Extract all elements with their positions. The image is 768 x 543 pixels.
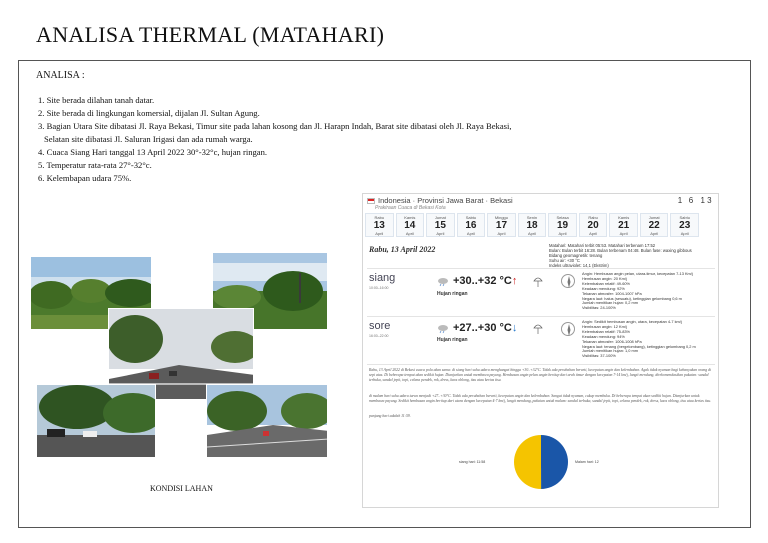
period-siang-temp: +30..+32 °C↑ (453, 275, 518, 287)
detail-line: Keadaan mendung: 94% (582, 333, 625, 339)
sun-moon-info (549, 243, 717, 268)
breadcrumb (367, 196, 513, 205)
day-tab[interactable]: Kamis 14 April (396, 213, 425, 237)
day-tab[interactable]: Sabtu 16 April (457, 213, 486, 237)
photo-caption: KONDISI LAHAN (150, 484, 213, 493)
day-tab[interactable]: Minggu 17 April (487, 213, 516, 237)
forecast-summary-night: di malam hari suhu udara turun menjadi +27..+30°C. Tidak ada perubahan berarti, kecepatan angin dan kelembaban. Sangat tidak nyaman, cukup membuka. Di beberapa tempat akan sedikit hujan. Dianjurkan untuk membawa payung. Sedikit hembusan angin bertiup dari utara dengan kecepatan 4-7 km/j, langit mendung, pakaian untuk malam: sandal terbuka, sandal jepit, topi, celana pendek, rok, dress, kaos oblong, tisu atau kertas tisu. (369, 394, 712, 403)
forecast-summary-daylength: panjang hari adalah 11:59. (369, 414, 411, 418)
day-tab[interactable]: Sabtu 23 April (670, 213, 699, 237)
period-sore-time: 16:00–22:00 (369, 334, 389, 338)
pie-label-night: Malam hari: 12 (575, 460, 599, 464)
temp-down-arrow-icon: ↓ (511, 322, 518, 334)
period-siang-condition: Hujan ringan (437, 291, 468, 297)
day-night-pie (513, 434, 569, 490)
day-tab[interactable]: Senin 18 April (518, 213, 547, 237)
site-photo-4 (36, 384, 156, 458)
temp-up-arrow-icon: ↑ (511, 275, 518, 287)
sun-info-line: Indeks ultraviolet: 14,1 (Ekstrim) (549, 263, 609, 268)
period-siang-label: siang (369, 272, 396, 284)
pie-label-day: siang hari: 11:58 (459, 460, 486, 464)
sun-info-line: Suhu air: +30 °C (549, 258, 580, 263)
analisa-point: 2. Site berada di lingkungan komersial, dijalan Jl. Sultan Agung. (38, 108, 260, 118)
date-heading: Rabu, 13 April 2022 (369, 245, 436, 254)
period-sore-condition: Hujan ringan (437, 337, 468, 343)
detail-line: Visibilitas: 37-100% (582, 353, 616, 359)
analisa-point: 1. Site berada dilahan tanah datar. (38, 95, 155, 105)
sun-info-line: Bidang geomagnetik: tenang (549, 253, 603, 258)
umbrella-icon (533, 276, 543, 288)
detail-line: Jumlah menitikan hujan: 1,0 mm (582, 348, 639, 354)
wind-compass-icon (561, 274, 575, 288)
day-tab[interactable]: Kamis 21 April (609, 213, 638, 237)
analisa-point: 6. Kelembapan udara 75%. (38, 173, 132, 183)
analisa-point: 3. Bagian Utara Site dibatasi Jl. Raya Bekasi, Timur site pada lahan kosong dan Jl. Harapn Indah, Barat site dibatasi oleh Jl. Raya Bekasi, (38, 121, 512, 131)
detail-line: Kelembaban relatif: 49-60% (582, 280, 631, 286)
day-tab[interactable]: Rabu 13 April (365, 213, 394, 237)
pie-slice-night (514, 435, 541, 489)
detail-line: Angin: Sedikit hembusan angin, utara, kecepatan 4-7 km/j (582, 319, 682, 324)
day-tab[interactable]: Rabu 20 April (579, 213, 608, 237)
day-tab[interactable]: Jumat 15 April (426, 213, 455, 237)
day-toggle-13[interactable]: 1 3 (700, 196, 712, 205)
page-title: ANALISA THERMAL (MATAHARI) (36, 22, 385, 47)
forecast-subtitle: Prakiraan Cuaca di Bekasi Kota (375, 205, 446, 211)
divider (367, 268, 715, 269)
analisa-heading: ANALISA : (36, 70, 85, 81)
detail-line: Jumlah menitikan hujan: 0,2 mm (582, 300, 639, 306)
period-siang-details (582, 272, 716, 311)
period-sore-temp: +27..+30 °C↓ (453, 322, 518, 334)
weather-panel (362, 193, 719, 508)
detail-line: Hembusan angin: 12 Km/j (582, 323, 627, 329)
pie-slice-day (541, 435, 568, 489)
period-siang-time: 10:00–16:00 (369, 286, 389, 290)
detail-line: Kelembaban relatif: 75-83% (582, 328, 631, 334)
analisa-point: 4. Cuaca Siang Hari tanggal 13 April 2022 30°-32°c, hujan ringan. (38, 147, 268, 157)
indonesia-flag-icon (367, 198, 375, 204)
detail-line: Angin: Hembusan angin pelan, utara-timur, kecepatan 7-13 Km/j (582, 271, 693, 276)
sun-info-line: Matahari: Matahari terbit 05:53. Matahari terbenam 17:52 (549, 243, 656, 248)
umbrella-icon (533, 323, 543, 335)
day-tab[interactable]: Selasa 19 April (548, 213, 577, 237)
analisa-point: 5. Temperatur rata-rata 27°-32°c. (38, 160, 152, 170)
detail-line: Negara laut: tenang (bergelombang), ketinggian gelombang 0,2 m (582, 343, 696, 349)
analisa-point: Selatan site dibatasi Jl. Saluran Irigasi dan ada rumah warga. (44, 134, 253, 144)
sun-info-line: Bulan: Bulan terbit 16:28. Bulan terbenam 04:48. Bulan fase: waxing gibbous (549, 248, 692, 253)
day-strip (365, 213, 699, 237)
period-sore-details (582, 320, 716, 359)
divider (367, 364, 715, 365)
rain-cloud-icon (437, 324, 449, 334)
detail-line: Visibilitas: 24-100% (582, 305, 616, 311)
detail-line: Keadaan mendung: 92% (582, 285, 625, 291)
day-tab[interactable]: Jumat 22 April (640, 213, 669, 237)
breadcrumb-text[interactable]: Indonesia · Provinsi Jawa Barat · Bekasi (378, 196, 513, 205)
wind-compass-icon (561, 322, 575, 336)
detail-line: Tekanan atmosfer: 1006-1008 hPa (582, 338, 642, 344)
site-photo-5 (206, 384, 328, 458)
analisa-list (38, 94, 638, 185)
detail-line: Negara laut: halus (sesuatu), ketinggian gelombang 0,6 m (582, 295, 682, 301)
day-toggle-1[interactable]: 1 (677, 196, 683, 205)
forecast-summary-day: Rabu, 13 April 2022 di Bekasi cuaca pola akan sama: di siang hari suhu udara menghangat hingga +30..+32°C. Tidak ada perubahan berarti, kecepatan angin dan kelembaban. Agak tidak nyaman bagi kebanyakan orang di sepi atas. Di beberapa tempat akan sedikit hujan. Dianjurkan untuk membawa payung. Hembusan angin pelan angin bertiup dari arah timur dengan kecepatan 7-14 km/j, langit mendung, direkomendasikan pakaian: sandal terbuka, sandal jepit, topi, celana pendek, rok, dress, kaos oblong, tisu atau kertas tisu. (369, 368, 712, 382)
period-sore-label: sore (369, 320, 391, 332)
divider (367, 316, 715, 317)
detail-line: Hembusan angin: 20 Km/j (582, 275, 627, 281)
day-toggle-6[interactable]: 6 (688, 196, 694, 205)
rain-cloud-icon (437, 277, 449, 287)
detail-line: Tekanan atmosfer: 1004-1007 hPa (582, 290, 642, 296)
